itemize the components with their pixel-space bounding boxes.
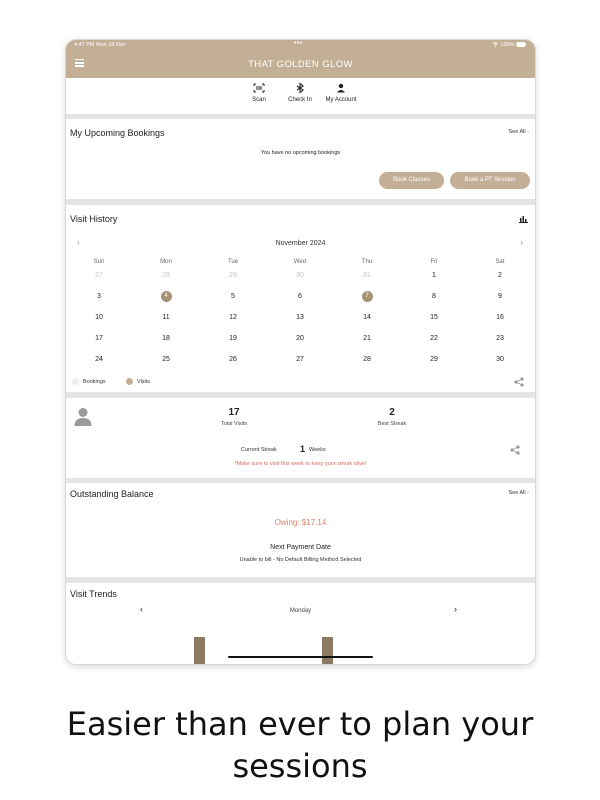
marketing-caption (0, 703, 600, 787)
bookings-see-all-link[interactable]: See All › (508, 129, 529, 135)
calendar-day[interactable]: 14 (363, 314, 371, 321)
calendar-day[interactable]: 30 (496, 356, 504, 363)
share-icon[interactable] (514, 377, 524, 387)
best-streak-value: 2 (389, 407, 395, 418)
tablet-screen (66, 40, 535, 664)
trend-bar (194, 637, 205, 664)
profile-avatar-icon (74, 407, 92, 427)
owing-amount: Owing: $17.14 (274, 518, 327, 527)
home-indicator[interactable] (228, 656, 373, 658)
streak-card (66, 398, 535, 478)
calendar-day[interactable]: 27 (296, 356, 304, 363)
wifi-icon (492, 42, 499, 47)
balance-see-all-link[interactable]: See All › (508, 490, 529, 496)
calendar-day[interactable]: 1 (432, 272, 436, 279)
current-streak-label: Current Streak (241, 447, 277, 453)
calendar-day[interactable]: 29 (229, 272, 237, 279)
next-month-arrow[interactable]: › (520, 238, 523, 247)
calendar-day[interactable]: 22 (430, 335, 438, 342)
visit-history-title: Visit History (70, 214, 118, 224)
total-visits-value: 17 (228, 407, 240, 418)
calendar-day-visited[interactable]: 4 (151, 291, 181, 302)
app-title: THAT GOLDEN GLOW (248, 59, 353, 70)
calendar-day[interactable]: 31 (363, 272, 371, 279)
calendar-day[interactable]: 24 (95, 356, 103, 363)
calendar-day[interactable]: 5 (231, 293, 235, 300)
best-streak-label: Best Streak (377, 421, 407, 427)
next-payment-label: Next Payment Date (270, 544, 331, 551)
visits-dot-icon (126, 378, 133, 385)
app-bar (66, 50, 535, 78)
calendar-day[interactable]: 21 (363, 335, 371, 342)
calendar-day[interactable]: 3 (97, 293, 101, 300)
calendar-day[interactable]: 15 (430, 314, 438, 321)
outstanding-balance-card (66, 483, 535, 577)
weekday-header: Fri (430, 259, 438, 265)
calendar-day[interactable]: 6 (298, 293, 302, 300)
bookings-empty-message: You have no upcoming bookings (260, 150, 341, 156)
my-account-button[interactable] (321, 82, 361, 103)
weekday-header: Wed (293, 259, 307, 265)
scan-label: Scan (252, 97, 266, 103)
caption-line-2: sessions (232, 747, 368, 785)
book-pt-session-button[interactable]: Book a PT Session (450, 172, 530, 189)
calendar-day[interactable]: 9 (498, 293, 502, 300)
trends-next-arrow[interactable]: › (454, 604, 457, 614)
trends-prev-arrow[interactable]: ‹ (140, 604, 143, 614)
streak-share-icon[interactable] (510, 445, 520, 455)
calendar-day[interactable]: 28 (363, 356, 371, 363)
calendar-day[interactable]: 2 (498, 272, 502, 279)
calendar-day[interactable]: 28 (162, 272, 170, 279)
calendar-day[interactable]: 20 (296, 335, 304, 342)
check-in-button[interactable] (283, 82, 317, 103)
streak-warning: *Make sure to visit this week to keep your streak alive! (234, 461, 367, 467)
visit-trends-card (66, 583, 535, 664)
status-bar (66, 40, 535, 50)
user-icon (321, 82, 361, 94)
check-in-label: Check In (288, 97, 312, 103)
bookings-dot-icon (72, 378, 79, 385)
calendar-day[interactable]: 17 (95, 335, 103, 342)
bluetooth-icon (283, 82, 317, 94)
battery-percent: 100% (500, 42, 515, 48)
current-streak-unit: Weeks (309, 447, 326, 453)
balance-title: Outstanding Balance (70, 489, 154, 499)
weekday-header: Sun (93, 259, 105, 265)
calendar-day-visited[interactable]: 7 (352, 291, 382, 302)
status-right (492, 42, 527, 48)
calendar-day[interactable]: 16 (496, 314, 504, 321)
weekday-header: Mon (160, 259, 172, 265)
caption-line-1: Easier than ever to plan your (66, 705, 534, 743)
calendar-day[interactable]: 19 (229, 335, 237, 342)
scan-button[interactable] (244, 82, 274, 103)
my-account-label: My Account (325, 97, 357, 103)
battery-icon (516, 42, 527, 47)
legend-visits: Visits (126, 378, 150, 385)
calendar-day[interactable]: 23 (496, 335, 504, 342)
calendar-day[interactable]: 27 (95, 272, 103, 279)
weekday-header: Tue (227, 259, 239, 265)
weekday-header: Thu (361, 259, 373, 265)
trend-bar (322, 637, 333, 664)
calendar-day[interactable]: 8 (432, 293, 436, 300)
visit-history-card (66, 205, 535, 392)
calendar-day[interactable]: 13 (296, 314, 304, 321)
trends-day-label: Monday (289, 608, 312, 614)
calendar-day[interactable]: 26 (229, 356, 237, 363)
current-streak-value: 1 (300, 444, 306, 454)
calendar-month: November 2024 (275, 240, 326, 247)
prev-month-arrow[interactable]: ‹ (77, 238, 80, 247)
visit-trends-title: Visit Trends (70, 589, 117, 599)
legend-bookings: Bookings (72, 378, 106, 385)
multitask-dots[interactable]: ••• (294, 40, 303, 47)
calendar-day[interactable]: 11 (162, 314, 170, 321)
next-payment-value: Unable to bill - No Default Billing Method Selected (239, 557, 362, 563)
calendar-day[interactable]: 29 (430, 356, 438, 363)
calendar-day[interactable]: 18 (162, 335, 170, 342)
calendar-day[interactable]: 12 (229, 314, 237, 321)
total-visits-label: Total Visits (220, 421, 248, 427)
scan-icon (244, 82, 274, 94)
calendar-day[interactable]: 10 (95, 314, 103, 321)
status-time: 4:47 PM Mon 18 Nov (74, 42, 126, 48)
weekday-header: Sat (495, 259, 505, 265)
quick-actions (66, 78, 535, 114)
book-classes-button[interactable]: Book Classes (379, 172, 444, 189)
bookings-title: My Upcoming Bookings (70, 128, 165, 138)
calendar-day[interactable]: 30 (296, 272, 304, 279)
calendar-day[interactable]: 25 (162, 356, 170, 363)
bar-chart-icon[interactable] (519, 215, 528, 223)
upcoming-bookings-card (66, 119, 535, 199)
